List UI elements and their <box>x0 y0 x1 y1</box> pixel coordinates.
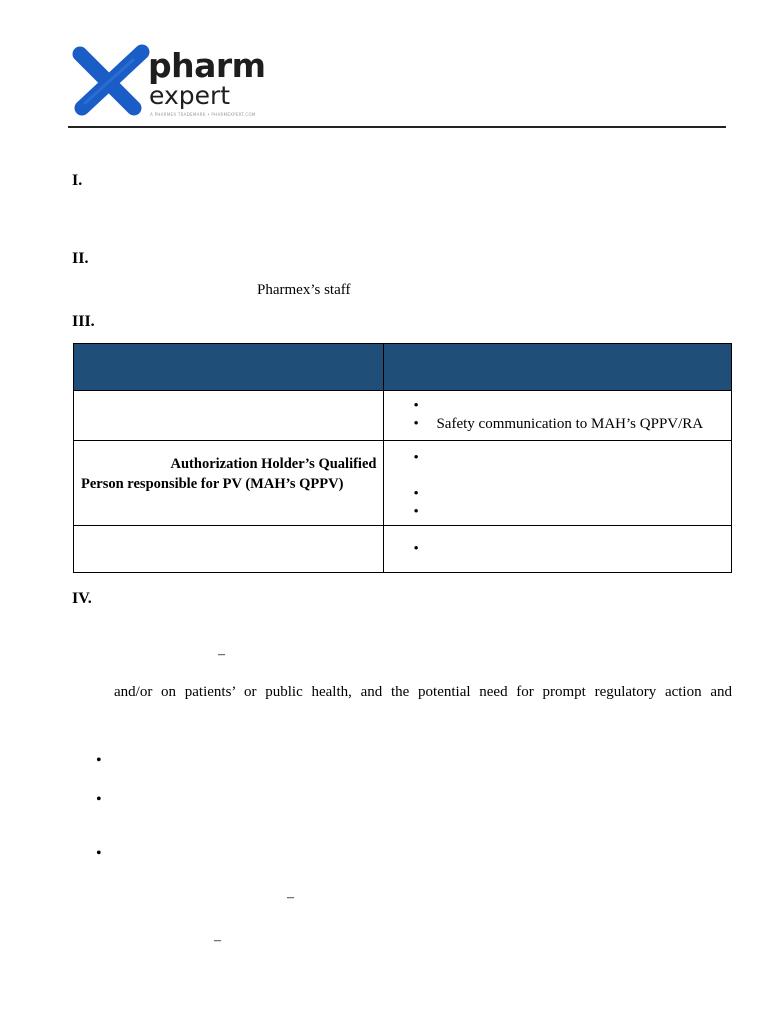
table-row <box>74 526 732 573</box>
list-item <box>384 397 731 415</box>
section-heading-2: II. <box>72 250 89 267</box>
table-header-row <box>74 344 732 391</box>
section-heading-3: III. <box>72 313 95 330</box>
table-cell-role <box>74 441 384 526</box>
scope-text: Pharmex’s staff <box>257 282 351 298</box>
bullet-icon: • <box>96 845 102 862</box>
table-cell-role <box>74 526 384 573</box>
bullet-icon: • <box>413 541 419 557</box>
logo-tagline: A PHARMEX TRADEMARK • PHARMEXPERT.COM <box>150 112 256 117</box>
list-item <box>384 540 731 558</box>
dash-mark: – <box>218 647 225 662</box>
role-line-2: Person responsible for PV (MAH’s QPPV) <box>81 476 344 492</box>
role-line-1: Authorization Holder’s Qualified <box>170 456 377 472</box>
body-paragraph: and/or on patients’ or public health, and the potential need for prompt regulatory action and <box>114 684 732 700</box>
x-mark-icon <box>72 44 152 116</box>
list-item <box>384 503 731 521</box>
table-row <box>74 391 732 441</box>
responsibilities-table <box>73 343 732 573</box>
dash-mark: – <box>214 933 221 948</box>
list-item <box>384 449 731 467</box>
list-item <box>384 415 731 433</box>
table-header-cell-responsibility <box>384 344 732 391</box>
header-rule <box>68 126 726 128</box>
pharmexpert-logo <box>72 44 272 120</box>
bullet-icon: • <box>413 486 419 502</box>
bullet-icon: • <box>96 791 102 808</box>
logo-word-pharm: pharm <box>148 46 266 85</box>
section-heading-4: IV. <box>72 590 92 607</box>
section-heading-1: I. <box>72 172 83 189</box>
bullet-icon: • <box>413 398 419 414</box>
table-cell-responsibilities <box>384 391 732 441</box>
table-cell-responsibilities <box>384 526 732 573</box>
bullet-icon: • <box>413 504 419 520</box>
dash-mark: – <box>287 890 294 905</box>
logo-word-expert: expert <box>149 81 231 110</box>
table-cell-role <box>74 391 384 441</box>
bullet-icon: • <box>96 752 102 769</box>
table-header-cell-role <box>74 344 384 391</box>
table-row <box>74 441 732 526</box>
bullet-icon: • <box>413 416 419 432</box>
list-item <box>384 485 731 503</box>
list-item-text: Safety communication to MAH’s QPPV/RA <box>436 416 704 432</box>
bullet-icon: • <box>413 450 419 466</box>
table-cell-responsibilities <box>384 441 732 526</box>
